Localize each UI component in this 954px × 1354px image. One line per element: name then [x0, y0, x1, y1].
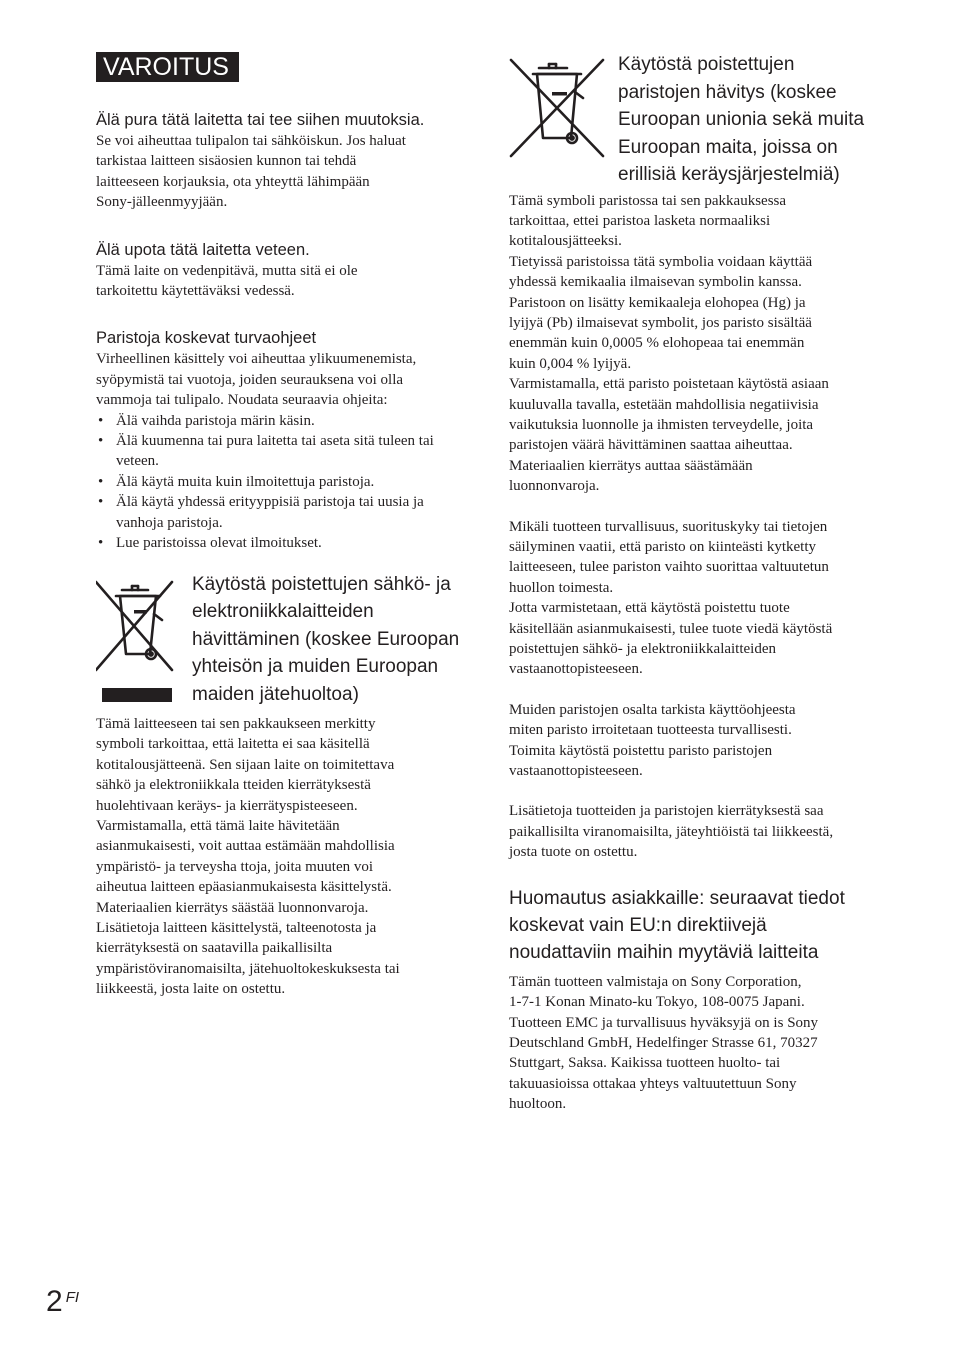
text-line: vammoja tai tulipalo. Noudata seuraavia ohjeita: — [96, 392, 388, 409]
water-text — [96, 261, 468, 302]
section-disassembly — [96, 110, 468, 213]
text-line: Tietyissä paristoissa tätä symbolia voidaan käyttää — [509, 253, 813, 270]
text-line: tarkistaa laitteen sisäosien kunnon tai tehdä — [96, 153, 357, 170]
text-line: Varmistamalla, että paristo poistetaan käytöstä asiaan — [509, 376, 829, 393]
recycling-info-text — [509, 801, 879, 862]
page-number: 2 — [46, 1285, 63, 1318]
disassembly-heading: Älä pura tätä laitetta tai tee siihen muutoksia. — [96, 111, 425, 129]
heading-line: paristojen hävitys (koskee — [618, 81, 837, 103]
weee-symbol — [96, 580, 192, 702]
left-column — [96, 52, 468, 1000]
heading-line: Käytöstä poistettujen sähkö- ja — [192, 573, 451, 595]
heading-line: Euroopan unionia sekä muita — [618, 109, 865, 130]
heading-line: noudattaviin maihin myytäviä laitteita — [509, 941, 819, 963]
text-line: Materiaalien kierrätys auttaa säästämään — [509, 457, 753, 474]
section-weee — [96, 573, 468, 709]
text-line: Lisätietoja laitteen käsittelystä, talteenotosta ja — [96, 920, 377, 937]
heading-line: Käytöstä poistettujen — [618, 54, 795, 75]
list-item: • Älä käytä muita kuin ilmoitettuja paristoja. — [96, 472, 468, 492]
text-line: asianmukaisesti, voit auttaa estämään mahdollisia — [96, 838, 395, 855]
text-line: Varmistamalla, että tämä laite hävitetään — [96, 818, 340, 835]
text-line: liikkeestä, josta laite on ostettu. — [96, 981, 286, 998]
text-line: Virheellinen käsittely voi aiheuttaa ylikuumenemista, — [96, 351, 417, 368]
crossed-out-wheelie-bin-icon — [96, 580, 176, 702]
text-line: Materiaalien kierrätys säästää luonnonvaroja. — [96, 899, 369, 916]
text-line: luonnonvaroja. — [509, 478, 600, 495]
text-line: enemmän kuin 0,0005 % elohopeaa tai enemmän — [509, 335, 805, 352]
heading-line: hävittäminen (koskee Euroopan — [192, 628, 460, 650]
text-line: huollon toimesta. — [509, 579, 614, 596]
disassembly-text — [96, 131, 468, 213]
battery-disposal-text — [509, 191, 879, 497]
text-line: Deutschland GmbH, Hedelfinger Strasse 61, 70327 — [509, 1034, 818, 1051]
text-line: kotitalousjätteeksi. — [509, 233, 622, 250]
list-item: • Älä vaihda paristoja märin käsin. — [96, 411, 468, 431]
text-line: huolehtivaan keräys- ja kierrätyspisteeseen. — [96, 797, 358, 814]
text-line: Tämä laite on vedenpitävä, mutta sitä ei ole — [96, 262, 358, 279]
text-line: 1-7-1 Konan Minato-ku Tokyo, 108-0075 Japani. — [509, 994, 805, 1011]
battery-safety-text — [96, 349, 468, 410]
text-line: Se voi aiheuttaa tulipalon tai sähköiskun. Jos haluat — [96, 133, 406, 149]
heading-line: koskevat vain EU:n direktiivejä — [509, 914, 767, 936]
text-line: vastaanottopisteeseen. — [509, 763, 643, 780]
weee-heading — [192, 571, 459, 709]
text-line: Mikäli tuotteen turvallisuus, suorituskyky tai tietojen — [509, 518, 828, 535]
heading-line: Huomautus asiakkaille: seuraavat tiedot — [509, 887, 845, 909]
language-code: FI — [65, 1289, 80, 1306]
text-line: lyijyä (Pb) ilmaisevat symbolit, jos paristo sisältää — [509, 314, 812, 331]
battery-safety-list — [96, 411, 468, 554]
customer-notice-heading — [509, 885, 879, 966]
text-line: Toimita käytöstä poistettu paristo paristojen — [509, 742, 773, 759]
text-line: säilyminen vaatii, että paristo on kiinteästi kytketty — [509, 539, 817, 555]
text-line: aiheutua laitteen epäasianmukaisesta käsittelystä. — [96, 879, 392, 896]
text-line: Tämä laitteeseen tai sen pakkaukseen merkitty — [96, 716, 376, 732]
text-line: syöpymistä tai vuotoja, joiden seurauksena voi olla — [96, 371, 404, 388]
text-line: kotitalousjätteenä. Sen sijaan laite on toimitettava — [96, 756, 395, 773]
text-line: tarkoittaa, ettei paristoa lasketa normaaliksi — [509, 212, 771, 229]
warning-title: VAROITUS — [96, 52, 239, 82]
water-heading: Älä upota tätä laitetta veteen. — [96, 240, 310, 259]
section-battery-disposal — [509, 54, 879, 189]
text-line: kuuluvalla tavalla, estetään mahdollisia negatiivisia — [509, 396, 819, 413]
text-line: tarkoitettu käytettäväksi vedessä. — [96, 283, 295, 300]
list-item: • Älä käytä yhdessä erityyppisiä paristoja tai uusia ja vanhoja paristoja. — [96, 492, 468, 533]
battery-disposal-heading — [618, 51, 864, 189]
right-column — [509, 52, 879, 1115]
text-line: Stuttgart, Saksa. Kaikissa tuotteen huolto- tai — [509, 1055, 781, 1072]
text-line: Jotta varmistetaan, että käytöstä poistettu tuote — [509, 600, 790, 617]
text-line: Tämä symboli paristossa tai sen pakkauksessa — [509, 192, 787, 209]
battery-disposal-symbol — [509, 58, 618, 158]
text-line: takuuasioissa ottakaa yhteys valtuutettuun Sony — [509, 1075, 797, 1092]
weee-text — [96, 714, 468, 1000]
text-line: Muiden paristojen osalta tarkista käyttöohjeesta — [509, 701, 796, 718]
text-line: vastaanottopisteeseen. — [509, 661, 643, 678]
text-line: Tämän tuotteen valmistaja on Sony Corporation, — [509, 973, 802, 990]
text-line: huoltoon. — [509, 1096, 567, 1113]
text-line: vaikutuksia luonnolle ja ihmisten terveydelle, joita — [509, 416, 814, 433]
page-footer — [46, 1285, 80, 1319]
list-item: • Älä kuumenna tai pura laitetta tai aseta sitä tuleen tai veteen. — [96, 431, 468, 472]
section-battery-safety — [96, 328, 468, 553]
text-line: kuin 0,004 % lyijyä. — [509, 355, 632, 372]
text-line: yhdessä kemikaalia ilmaisevan symbolin kanssa. — [509, 274, 802, 291]
battery-replacement-text — [509, 517, 879, 680]
heading-line: maiden jätehuoltoa) — [192, 683, 359, 705]
text-line: symboli tarkoittaa, että laitetta ei saa käsitellä — [96, 736, 370, 753]
text-line: Sony-jälleenmyyjään. — [96, 194, 228, 211]
text-line: Paristoon on lisätty kemikaaleja elohopea (Hg) ja — [509, 294, 806, 311]
text-line: Lisätietoja tuotteiden ja paristojen kierrätyksestä saa — [509, 803, 824, 820]
crossed-out-wheelie-bin-icon — [509, 58, 605, 158]
text-line: paikallisilta viranomaisilta, jäteyhtiöistä tai liikkeestä, — [509, 823, 834, 840]
text-line: käsitellään asianmukaisesti, tulee tuote viedä käytöstä — [509, 620, 833, 637]
text-line: kierrätyksestä on saatavilla paikallisilta — [96, 940, 333, 957]
text-line: paristojen väärä hävittäminen saattaa aiheuttaa. — [509, 437, 793, 454]
heading-line: yhteisön ja muiden Euroopan — [192, 656, 439, 677]
list-item: • Lue paristoissa olevat ilmoitukset. — [96, 533, 468, 553]
other-batteries-text — [509, 700, 879, 782]
text-line: laitteeseen korjauksia, ota yhteyttä lähimpään — [96, 173, 370, 190]
customer-notice-text — [509, 972, 879, 1115]
heading-line: elektroniikkalaitteiden — [192, 601, 374, 622]
text-line: poistettujen sähkö- ja elektroniikkalaitteiden — [509, 641, 777, 658]
text-line: ympäristö- ja terveysha ttoja, joita muuten voi — [96, 858, 374, 875]
section-water — [96, 240, 468, 302]
heading-line: Euroopan maita, joissa on — [618, 136, 838, 158]
battery-safety-heading: Paristoja koskevat turvaohjeet — [96, 329, 317, 348]
text-line: miten paristo irroitetaan tuotteesta turvallisesti. — [509, 722, 792, 739]
text-line: ympäristöviranomaisilta, jätehuoltokeskuksesta tai — [96, 960, 400, 977]
text-line: josta tuote on ostettu. — [509, 844, 638, 861]
text-line: laitteeseen, tulee pariston vaihto suorittaa valtuutetun — [509, 559, 829, 576]
text-line: sähkö ja elektroniikkala tteiden kierrätyksestä — [96, 777, 371, 794]
heading-line: erillisiä keräysjärjestelmiä) — [618, 164, 840, 185]
text-line: Tuotteen EMC ja turvallisuus hyväksyjä on is Sony — [509, 1014, 819, 1031]
